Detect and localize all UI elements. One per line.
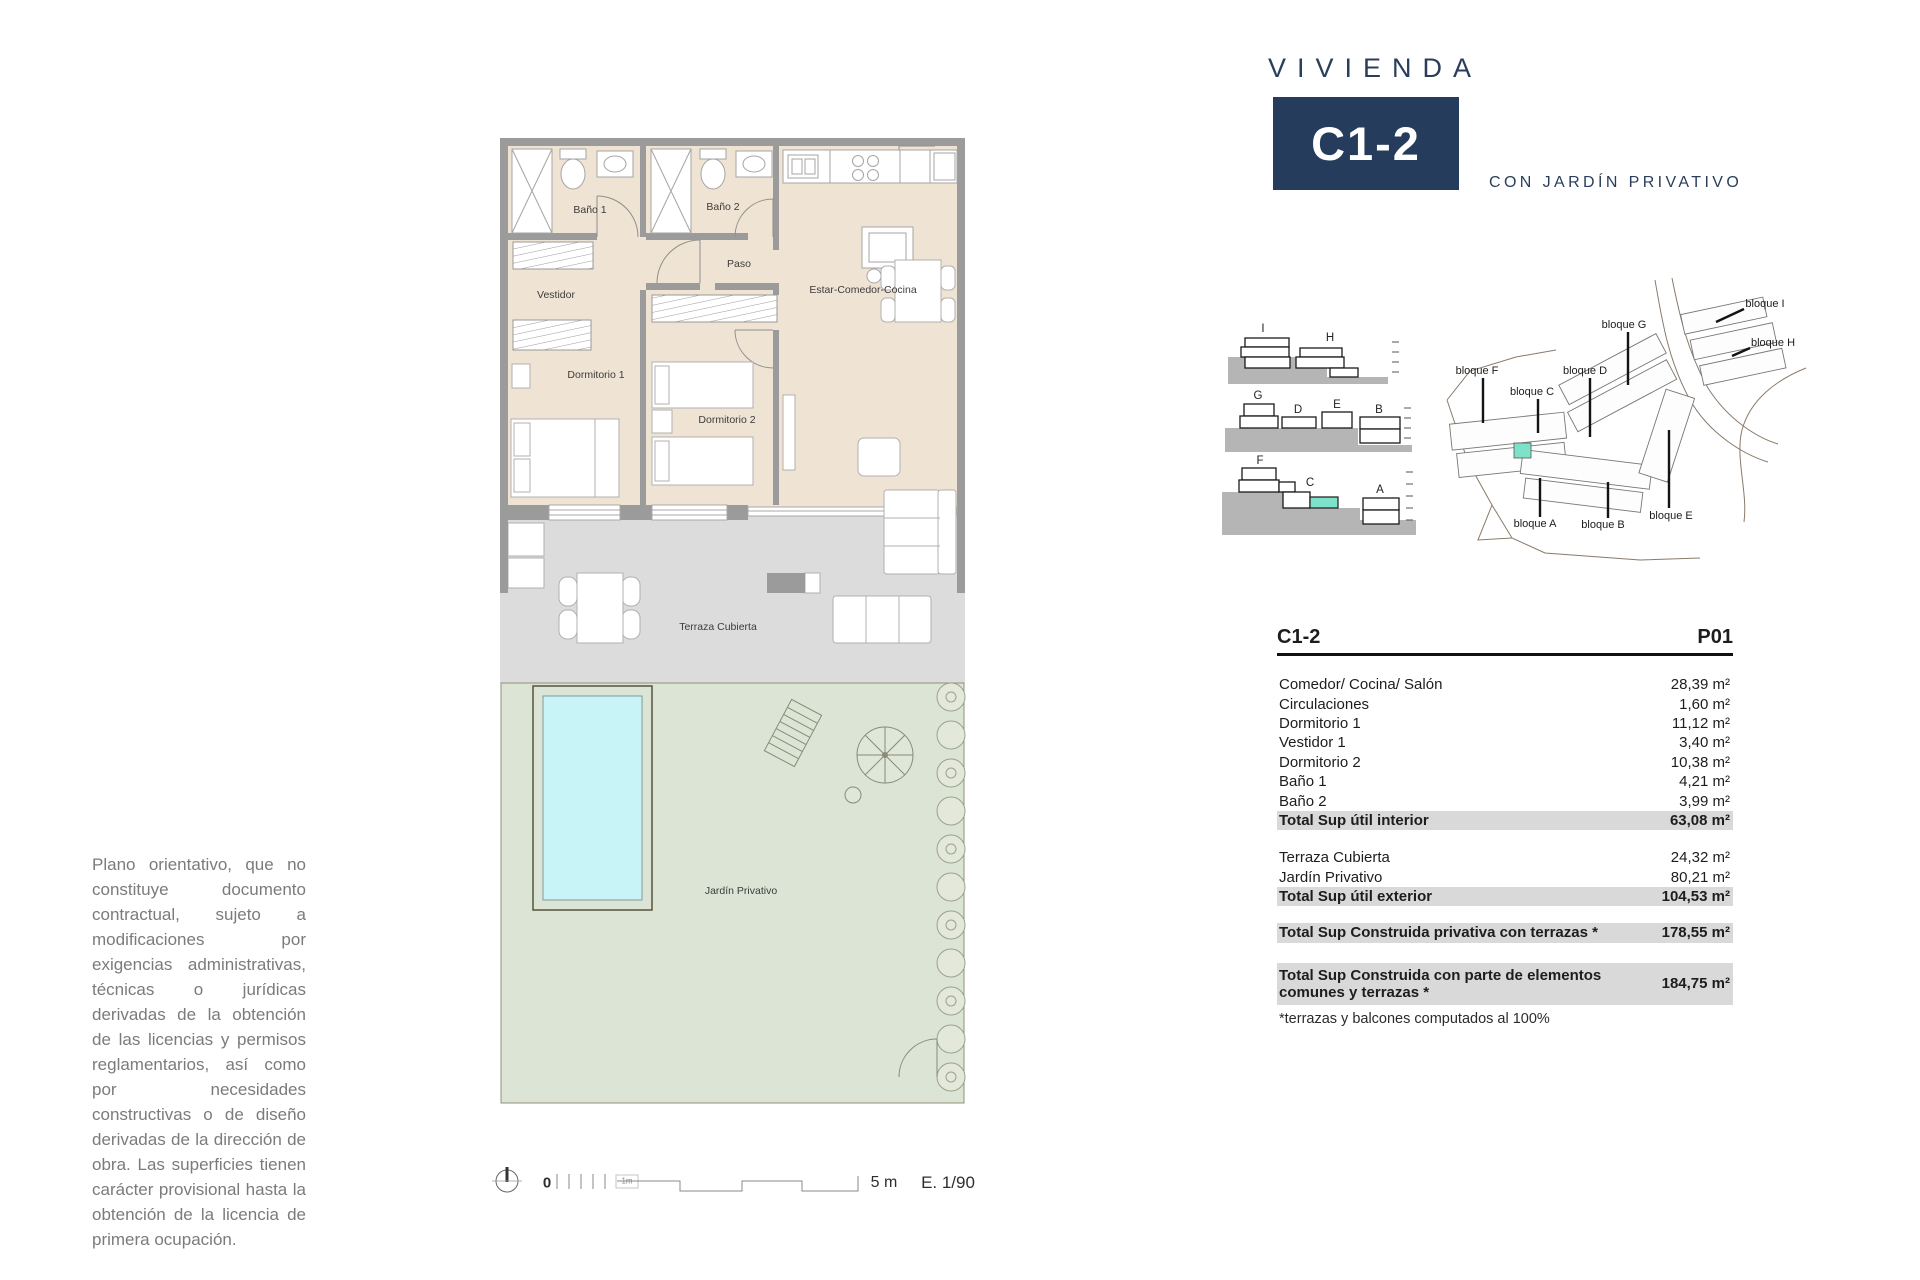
site-label-bloque-h: bloque H [1750,337,1796,349]
kitchen-counter [783,150,957,183]
scale-one-meter: 1m [621,1176,633,1186]
area-table-floor: P01 [1697,626,1733,648]
north-arrow-icon [492,1167,522,1192]
room-label-terraza: Terraza Cubierta [679,621,757,633]
scale-zero: 0 [542,1174,552,1192]
site-label-bloque-b: bloque B [1581,519,1625,531]
room-label-bano1: Baño 1 [573,204,607,216]
scale-bar [557,1174,858,1191]
site-label-bloque-a: bloque A [1513,518,1557,530]
section-block-f: F [1256,455,1264,467]
section-block-h: H [1325,332,1335,344]
section-block-i: I [1261,323,1265,335]
disclaimer-text: Plano orientativo, que no constituye documento contractual, sujeto a modificaciones por exigencias administrativas, técnicas o jurídicas derivadas de la obtención de las licencias y permisos reglamentarios, así como por necesidades constructivas o de diseño derivadas de la dirección de obra. Las superficies tienen carácter provisional hasta la obtención de la licencia de primera ocupación. [92,855,306,1249]
floor-plan-drawing [480,120,1000,1210]
unit-badge [1273,97,1459,190]
pool [533,686,652,910]
area-table [1277,626,1733,1027]
tree-row [937,683,965,1091]
brand-title: VIVIENDA [1268,53,1483,83]
table-row-total-interior: Total Sup útil interior 63,08 m² [1277,811,1733,830]
table-row-total-exterior: Total Sup útil exterior 104,53 m² [1277,887,1733,906]
room-label-bano2: Baño 2 [706,201,740,213]
area-table-unit: C1-2 [1277,626,1321,648]
table-row-total-construida: Total Sup Construida privativa con terrazas * 178,55 m² [1277,923,1733,942]
table-row: Vestidor 1 3,40 m² [1279,734,1730,752]
section-block-b: B [1375,404,1383,416]
terrace-wall-pier [767,573,805,593]
table-row: Terraza Cubierta 24,32 m² [1279,849,1730,867]
section-block-e: E [1333,399,1341,411]
table-row-total-comunes: Total Sup Construida con parte de elementos comunes y terrazas * 184,75 m² [1277,963,1733,1005]
room-label-paso: Paso [727,258,751,270]
site-label-bloque-f: bloque F [1455,365,1499,377]
site-label-bloque-e: bloque E [1649,510,1693,522]
site-label-bloque-c: bloque C [1509,386,1555,398]
room-label-jardin: Jardín Privativo [704,885,778,897]
section-block-a: A [1376,484,1384,496]
table-row: Dormitorio 1 11,12 m² [1279,714,1730,732]
table-row: Dormitorio 2 10,38 m² [1279,753,1730,771]
area-table-header [1277,626,1733,656]
highlighted-unit-site [1514,443,1531,458]
site-label-bloque-i: bloque I [1745,298,1785,310]
highlighted-unit-section [1310,497,1338,508]
site-label-bloque-g: bloque G [1601,319,1647,331]
section-block-c: C [1305,477,1315,489]
site-label-bloque-d: bloque D [1562,365,1608,377]
table-row: Baño 2 3,99 m² [1279,792,1730,810]
scale-five-meters: 5 m [870,1174,898,1191]
table-row: Jardín Privativo 80,21 m² [1279,868,1730,886]
section-diagrams [1222,318,1418,538]
section-block-d: D [1293,404,1303,416]
page-subtitle: CON JARDÍN PRIVATIVO [1489,174,1743,191]
room-label-vestidor: Vestidor [537,289,575,301]
room-label-estar: Estar-Comedor-Cocina [809,284,917,296]
table-row: Baño 1 4,21 m² [1279,773,1730,791]
scale-ratio: E. 1/90 [921,1173,975,1192]
room-label-dormitorio2: Dormitorio 2 [698,414,756,426]
table-row: Circulaciones 1,60 m² [1279,695,1730,713]
section-block-g: G [1253,390,1263,402]
table-row: Comedor/ Cocina/ Salón 28,39 m² [1279,676,1730,694]
table-footnote: *terrazas y balcones computados al 100% [1279,1010,1550,1027]
unit-badge-label: C1-2 [1311,117,1421,170]
room-label-dormitorio1: Dormitorio 1 [567,369,625,381]
